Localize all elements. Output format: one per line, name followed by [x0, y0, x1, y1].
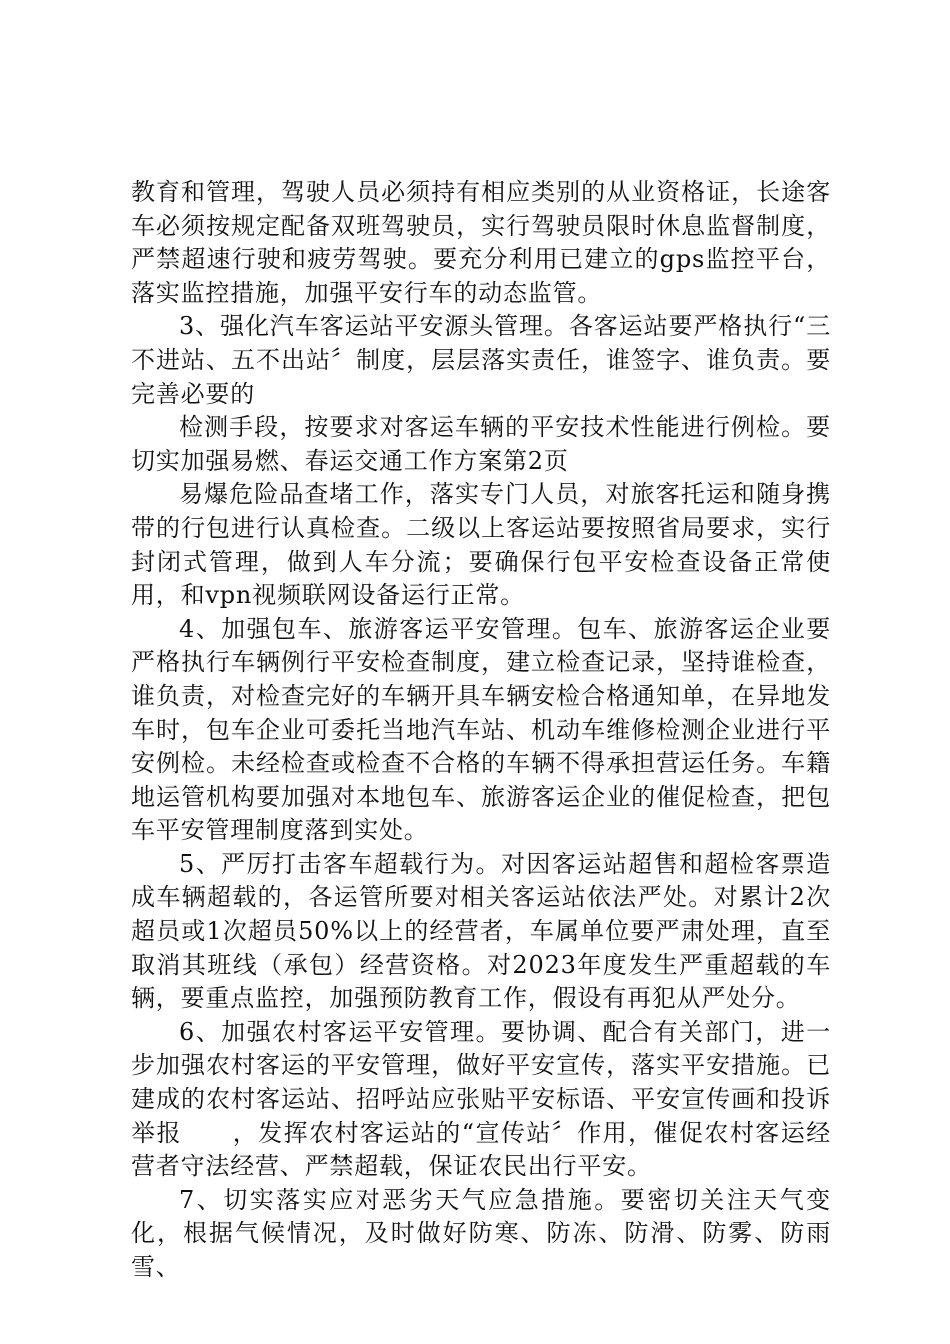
paragraph-3: 检测手段，按要求对客运车辆的平安技术性能进行例检。要切实加强易燃、春运交通工作方案第2页 — [131, 413, 831, 475]
paragraph-7: 6、加强农村客运平安管理。要协调、配合有关部门，进一步加强农村客运的平安管理，做好平安宣传，落实平安措施。已建成的农村客运站、招呼站应张贴平安标语、平安宣传画和投诉举报 ，发挥农村客运站的“宣传站〞作用，催促农村客运经营者守法经营、严禁超载，保证农民出行平安。 — [131, 1017, 831, 1181]
paragraph-8: 7、切实落实应对恶劣天气应急措施。要密切关注天气变化，根据气候情况，及时做好防寒、防冻、防滑、防雾、防雨雪、 — [131, 1185, 831, 1281]
paragraph-6: 5、严厉打击客车超载行为。对因客运站超售和超检客票造成车辆超载的，各运管所要对相关客运站依法严处。对累计2次超员或1次超员50%以上的经营者，车属单位要严肃处理，直至取消其班线（承包）经营资格。对2023年度发生严重超载的车辆，要重点监控，加强预防教育工作，假设有再犯从严处分。 — [131, 849, 831, 1013]
paragraph-1: 教育和管理，驾驶人员必须持有相应类别的从业资格证，长途客车必须按规定配备双班驾驶员，实行驾驶员限时休息监督制度，严禁超速行驶和疲劳驾驶。要充分利用已建立的gps监控平台，落实监控措施，加强平安行车的动态监管。 — [131, 178, 831, 307]
paragraph-5: 4、加强包车、旅游客运平安管理。包车、旅游客运企业要严格执行车辆例行平安检查制度，建立检查记录，坚持谁检查，谁负责，对检查完好的车辆开具车辆安检合格通知单，在异地发车时，包车企业可委托当地汽车站、机动车维修检测企业进行平安例检。未经检查或检查不合格的车辆不得承担营运任务。车籍地运管机构要加强对本地包车、旅游客运企业的催促检查，把包车平安管理制度落到实处。 — [131, 614, 831, 845]
paragraph-4: 易爆危险品查堵工作，落实专门人员，对旅客托运和随身携带的行包进行认真检查。二级以上客运站要按照省局要求，实行封闭式管理，做到人车分流；要确保行包平安检查设备正常使用，和vpn视频联网设备运行正常。 — [131, 480, 831, 610]
document-body — [131, 176, 831, 1285]
paragraph-2: 3、强化汽车客运站平安源头管理。各客运站要严格执行“三不进站、五不出站〞制度，层层落实责任，谁签字、谁负责。要完善必要的 — [131, 312, 831, 408]
